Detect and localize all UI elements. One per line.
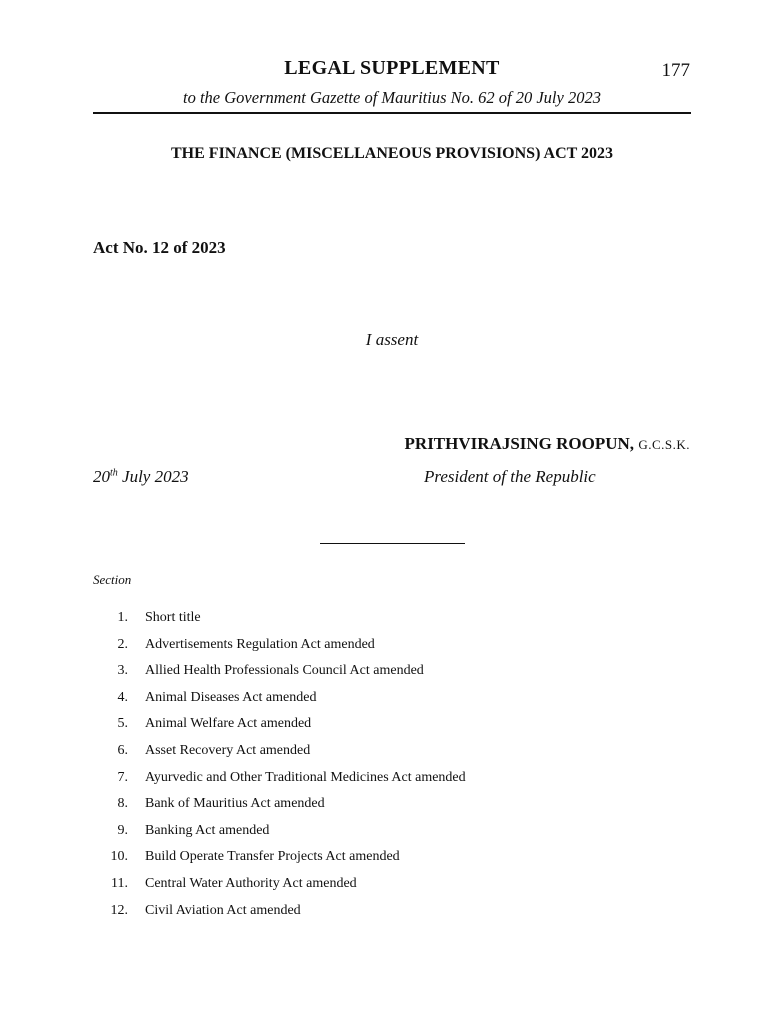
date-suffix: th xyxy=(110,467,118,479)
toc-item xyxy=(0,849,768,876)
president-honours: G.C.S.K. xyxy=(638,437,690,452)
toc-item-title: Animal Welfare Act amended xyxy=(145,716,312,732)
toc-item-title: Build Operate Transfer Projects Act amended xyxy=(145,849,400,865)
toc-item xyxy=(0,690,768,717)
toc-item-number: 11. xyxy=(111,875,128,891)
toc-item-title: Allied Health Professionals Council Act amended xyxy=(145,663,424,679)
toc-item xyxy=(0,663,768,690)
supplement-title: LEGAL SUPPLEMENT xyxy=(284,57,500,79)
date-day: 20 xyxy=(93,467,110,486)
toc-item-number: 9. xyxy=(117,822,128,838)
toc-item-title: Bank of Mauritius Act amended xyxy=(145,796,325,812)
toc-item-title: Asset Recovery Act amended xyxy=(145,742,311,758)
section-divider xyxy=(320,543,465,544)
gazette-subtitle: to the Government Gazette of Mauritius No. 62 of 20 July 2023 xyxy=(183,88,601,107)
toc-item xyxy=(0,743,768,770)
president-title: President of the Republic xyxy=(424,467,596,486)
toc-item xyxy=(0,903,768,930)
act-number: Act No. 12 of 2023 xyxy=(93,238,226,257)
toc-item-number: 7. xyxy=(117,769,128,785)
president-name xyxy=(405,434,690,454)
president-name-text: PRITHVIRAJSING ROOPUN, xyxy=(404,434,635,453)
toc-item-title: Central Water Authority Act amended xyxy=(145,875,357,891)
toc-item-number: 1. xyxy=(117,610,128,625)
toc-item-title: Short title xyxy=(145,610,201,625)
table-of-contents xyxy=(0,610,768,929)
toc-item xyxy=(0,610,768,637)
toc-item-number: 8. xyxy=(117,796,128,812)
toc-item-title: Civil Aviation Act amended xyxy=(145,902,301,918)
toc-item xyxy=(0,876,768,903)
date-month-year: July 2023 xyxy=(117,467,189,486)
toc-item-number: 10. xyxy=(110,849,128,865)
toc-item-number: 2. xyxy=(117,636,128,652)
toc-item-title: Advertisements Regulation Act amended xyxy=(145,636,375,652)
toc-item-number: 6. xyxy=(117,742,128,758)
act-title: THE FINANCE (MISCELLANEOUS PROVISIONS) ACT 2023 xyxy=(171,145,613,162)
header-divider xyxy=(93,112,691,114)
assent-text: I assent xyxy=(365,330,419,349)
toc-item xyxy=(0,637,768,664)
toc-item-number: 4. xyxy=(117,689,128,705)
toc-item-number: 3. xyxy=(117,663,128,679)
toc-item xyxy=(0,823,768,850)
page-number: 177 xyxy=(661,60,690,81)
toc-item-title: Banking Act amended xyxy=(145,822,270,838)
section-label: Section xyxy=(93,572,132,587)
toc-item-number: 5. xyxy=(117,716,128,732)
assent-date xyxy=(93,467,189,487)
toc-item-title: Ayurvedic and Other Traditional Medicines Act amended xyxy=(145,769,466,785)
toc-item xyxy=(0,770,768,797)
toc-item xyxy=(0,716,768,743)
toc-item-number: 12. xyxy=(110,902,128,918)
toc-item-title: Animal Diseases Act amended xyxy=(145,689,317,705)
toc-item xyxy=(0,796,768,823)
